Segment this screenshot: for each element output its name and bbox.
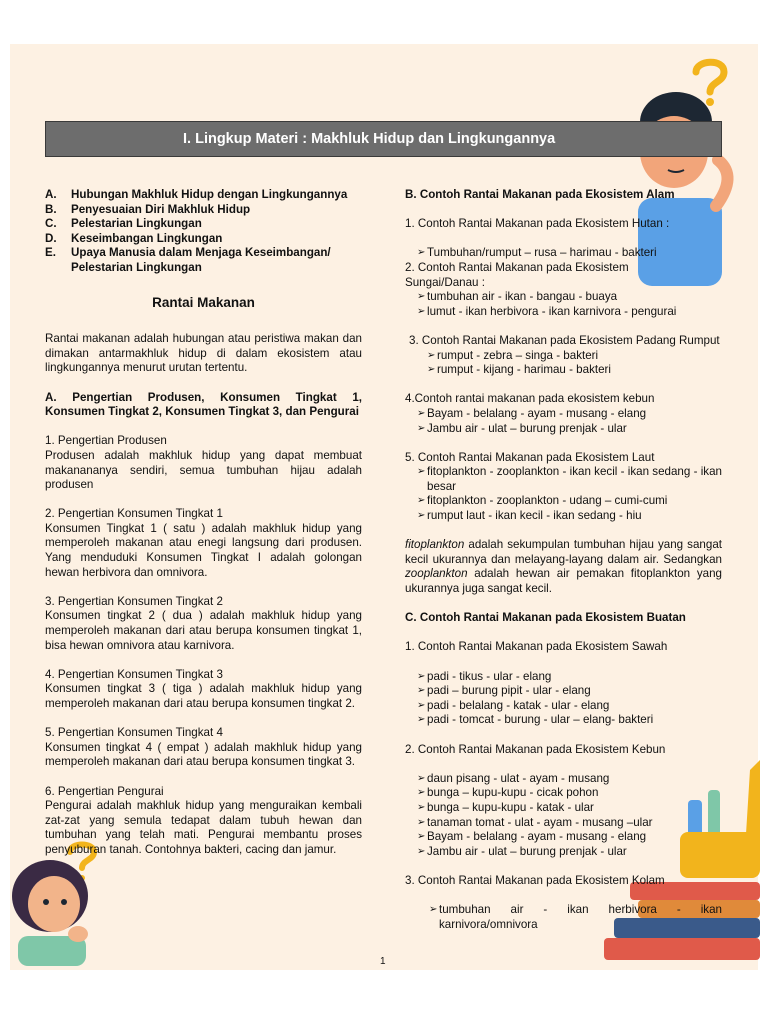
- food-chain-item: [405, 699, 722, 714]
- kebun-buatan-title: 2. Contoh Rantai Makanan pada Ekosistem Kebun: [405, 742, 666, 756]
- food-chain-item: [405, 684, 722, 699]
- food-chain-text: fitoplankton - zooplankton - udang – cumi-cumi: [427, 494, 668, 508]
- food-chain-text: tumbuhan air - ikan herbivora - ikan karnivora/omnivora: [439, 903, 722, 931]
- outline-text: Penyesuaian Diri Makhluk Hidup: [71, 202, 251, 216]
- laut-title: 5. Contoh Rantai Makanan pada Ekosistem Laut: [405, 450, 655, 464]
- kolam-title: 3. Contoh Rantai Makanan pada Ekosistem Kolam: [405, 873, 665, 887]
- outline-text: Pelestarian Lingkungan: [71, 217, 202, 231]
- topic-outline: [45, 188, 362, 276]
- food-chain-text: fitoplankton - zooplankton - ikan kecil - ikan sedang - ikan besar: [427, 465, 722, 493]
- definition-body: Konsumen tingkat 3 ( tiga ) adalah makhluk hidup yang memperoleh makanan dari atau berupa konsumen tingkat 2.: [45, 682, 362, 710]
- definition-body: Konsumen Tingkat 1 ( satu ) adalah makhluk hidup yang memperoleh makanan atau enegi langsung dari produsen. Yang menduduki Konsumen Tingkat I adalah golongan hewan herbivora dan omnivora.: [45, 521, 362, 579]
- food-chain-item: [417, 903, 722, 932]
- arrow-bullet-icon: ➢: [417, 831, 426, 843]
- food-chain-item: [405, 772, 722, 787]
- page-number: 1: [380, 956, 386, 967]
- definition-title: 3. Pengertian Konsumen Tingkat 2: [45, 594, 223, 608]
- arrow-bullet-icon: ➢: [417, 816, 426, 828]
- food-chain-item: [405, 465, 722, 494]
- arrow-bullet-icon: ➢: [417, 801, 426, 813]
- outline-item: [45, 232, 362, 247]
- food-chain-text: bunga – kupu-kupu - katak - ular: [427, 800, 594, 814]
- food-chain-text: tanaman tomat - ulat - ayam - musang –ular: [427, 815, 653, 829]
- food-chain-item: [405, 290, 722, 305]
- section-a-heading: A. Pengertian Produsen, Konsumen Tingkat 1, Konsumen Tingkat 2, Konsumen Tingkat 3, dan Pengurai: [45, 390, 362, 419]
- arrow-bullet-icon: ➢: [417, 714, 426, 726]
- food-chain-item: [405, 422, 722, 437]
- arrow-bullet-icon: ➢: [417, 247, 426, 259]
- arrow-bullet-icon: ➢: [417, 845, 426, 857]
- food-chain-text: padi - tomcat - burung - ular – elang- bakteri: [427, 713, 654, 727]
- arrow-bullet-icon: ➢: [417, 291, 426, 303]
- fitoplankton-term: fitoplankton: [405, 538, 465, 552]
- right-column: [405, 188, 722, 932]
- food-chain-item: [405, 801, 722, 816]
- fitoplankton-note: [405, 538, 722, 596]
- food-chain-item: [405, 845, 722, 860]
- sungai-list: [405, 290, 722, 319]
- kebun-title: 4.Contoh rantai makanan pada ekosistem kebun: [405, 392, 655, 406]
- food-chain-text: Bayam - belalang - ayam - musang - elang: [427, 830, 647, 844]
- outline-letter: C.: [45, 217, 57, 231]
- arrow-bullet-icon: ➢: [417, 466, 426, 478]
- section-banner: I. Lingkup Materi : Makhluk Hidup dan Lingkungannya: [45, 121, 722, 157]
- food-chain-item: [405, 407, 722, 422]
- arrow-bullet-icon: ➢: [417, 685, 426, 697]
- food-chain-text: bunga – kupu-kupu - cicak pohon: [427, 786, 599, 800]
- definition-title: 4. Pengertian Konsumen Tingkat 3: [45, 667, 223, 681]
- arrow-bullet-icon: ➢: [417, 422, 426, 434]
- outline-text: Hubungan Makhluk Hidup dengan Lingkungannya: [71, 188, 348, 201]
- fitoplankton-text: adalah sekumpulan tumbuhan hijau yang sangat kecil ukurannya dan melayang-layang dalam air. Sedangkan: [405, 538, 722, 566]
- food-chain-text: lumut - ikan herbivora - ikan karnivora - pengurai: [427, 304, 677, 318]
- food-chain-text: daun pisang - ulat - ayam - musang: [427, 771, 610, 785]
- food-chain-text: tumbuhan air - ikan - bangau - buaya: [427, 290, 618, 304]
- outline-item: [45, 217, 362, 232]
- definition-title: 5. Pengertian Konsumen Tingkat 4: [45, 726, 223, 740]
- arrow-bullet-icon: ➢: [417, 787, 426, 799]
- food-chain-item: [405, 830, 722, 845]
- food-chain-item: [405, 713, 722, 728]
- outline-text: Keseimbangan Lingkungan: [71, 231, 223, 245]
- left-column: [45, 188, 362, 858]
- food-chain-text: Bayam - belalang - ayam - musang - elang: [427, 406, 647, 420]
- hutan-title: 1. Contoh Rantai Makanan pada Ekosistem Hutan :: [405, 217, 670, 231]
- section-b-heading: B. Contoh Rantai Makanan pada Ekosistem Alam: [405, 188, 675, 201]
- food-chain-item: [415, 363, 722, 378]
- sawah-title: 1. Contoh Rantai Makanan pada Ekosistem Sawah: [405, 640, 668, 654]
- arrow-bullet-icon: ➢: [417, 305, 426, 317]
- sungai-title: 2. Contoh Rantai Makanan pada Ekosistem Sungai/Danau :: [405, 260, 629, 289]
- food-chain-text: Jambu air - ulat – burung prenjak - ular: [427, 421, 627, 435]
- arrow-bullet-icon: ➢: [427, 364, 436, 376]
- outline-item: [45, 203, 362, 218]
- definition-body: Konsumen tingkat 2 ( dua ) adalah makhluk hidup yang memperoleh makanan dari atau berupa konsumen tingkat 1, bisa hewan omnivora atau karnivora.: [45, 609, 362, 652]
- food-chain-text: padi - tikus - ular - elang: [427, 669, 552, 683]
- hutan-list: [405, 246, 722, 261]
- outline-letter: D.: [45, 231, 57, 245]
- rantai-makanan-heading: Rantai Makanan: [152, 294, 255, 310]
- definition-body: Konsumen tingkat 4 ( empat ) adalah makhluk hidup yang memperoleh makanan dari atau berupa konsumen tingkat 3.: [45, 740, 362, 769]
- arrow-bullet-icon: ➢: [417, 699, 426, 711]
- zooplankton-text: adalah hewan air pemakan fitoplankton yang ukurannya juga sangat kecil.: [405, 567, 722, 596]
- outline-item: [45, 246, 362, 275]
- outline-item: [45, 188, 362, 203]
- food-chain-item: [405, 494, 722, 509]
- kebun-buatan-list: [405, 772, 722, 860]
- definition-title: 6. Pengertian Pengurai: [45, 784, 164, 798]
- outline-letter: B.: [45, 202, 57, 216]
- definition-title: 2. Pengertian Konsumen Tingkat 1: [45, 507, 223, 521]
- arrow-bullet-icon: ➢: [417, 772, 426, 784]
- arrow-bullet-icon: ➢: [427, 349, 436, 361]
- laut-list: [405, 465, 722, 523]
- outline-letter: A.: [45, 188, 57, 201]
- definition-body: Produsen adalah makhluk hidup yang dapat membuat makanananya sendiri, semua tumbuhan hijau adalah produsen: [45, 448, 362, 492]
- food-chain-item: [405, 509, 722, 524]
- definition-body: Pengurai adalah makhluk hidup yang menguraikan kembali zat-zat yang semula tedapat dalam tubuh hewan dan tumbuhan yang telah mati. Pengurai membantu proses penyuburan tanah. Contohnya bakteri, cacing dan jamur.: [45, 799, 362, 856]
- food-chain-text: rumput laut - ikan kecil - ikan sedang - hiu: [427, 509, 642, 523]
- food-chain-text: padi – burung pipit - ular - elang: [427, 684, 591, 698]
- food-chain-item: [405, 305, 722, 320]
- kebun-list: [405, 407, 722, 436]
- food-chain-text: Tumbuhan/rumput – rusa – harimau - bakteri: [427, 246, 657, 260]
- sawah-list: [405, 670, 722, 728]
- food-chain-text: rumput - zebra – singa - bakteri: [437, 348, 599, 362]
- food-chain-item: [405, 786, 722, 801]
- food-chain-item: [405, 816, 722, 831]
- definition-title: 1. Pengertian Produsen: [45, 434, 167, 448]
- arrow-bullet-icon: ➢: [417, 670, 426, 682]
- rantai-definition: Rantai makanan adalah hubungan atau peristiwa makan dan dimakan antarmakhluk hidup di dalam ekosistem atau lingkungannya menurut urutan tertentu.: [45, 332, 362, 375]
- food-chain-item: [415, 349, 722, 364]
- arrow-bullet-icon: ➢: [429, 904, 438, 916]
- outline-text: Upaya Manusia dalam Menjaga Keseimbangan/ Pelestarian Lingkungan: [71, 246, 331, 274]
- food-chain-text: Jambu air - ulat – burung prenjak - ular: [427, 844, 627, 858]
- outline-letter: E.: [45, 246, 56, 260]
- arrow-bullet-icon: ➢: [417, 407, 426, 419]
- section-c-heading: C. Contoh Rantai Makanan pada Ekosistem Buatan: [405, 611, 686, 625]
- food-chain-text: rumput - kijang - harimau - bakteri: [437, 363, 611, 377]
- kolam-list: [405, 903, 722, 932]
- food-chain-item: [405, 670, 722, 685]
- arrow-bullet-icon: ➢: [417, 510, 426, 522]
- definitions-list: [45, 434, 362, 857]
- padang-title: 3. Contoh Rantai Makanan pada Ekosistem Padang Rumput: [409, 333, 720, 347]
- arrow-bullet-icon: ➢: [417, 495, 426, 507]
- food-chain-item: [405, 246, 722, 261]
- padang-list: [405, 349, 722, 378]
- zooplankton-term: zooplankton: [405, 567, 468, 581]
- food-chain-text: padi - belalang - katak - ular - elang: [427, 698, 610, 712]
